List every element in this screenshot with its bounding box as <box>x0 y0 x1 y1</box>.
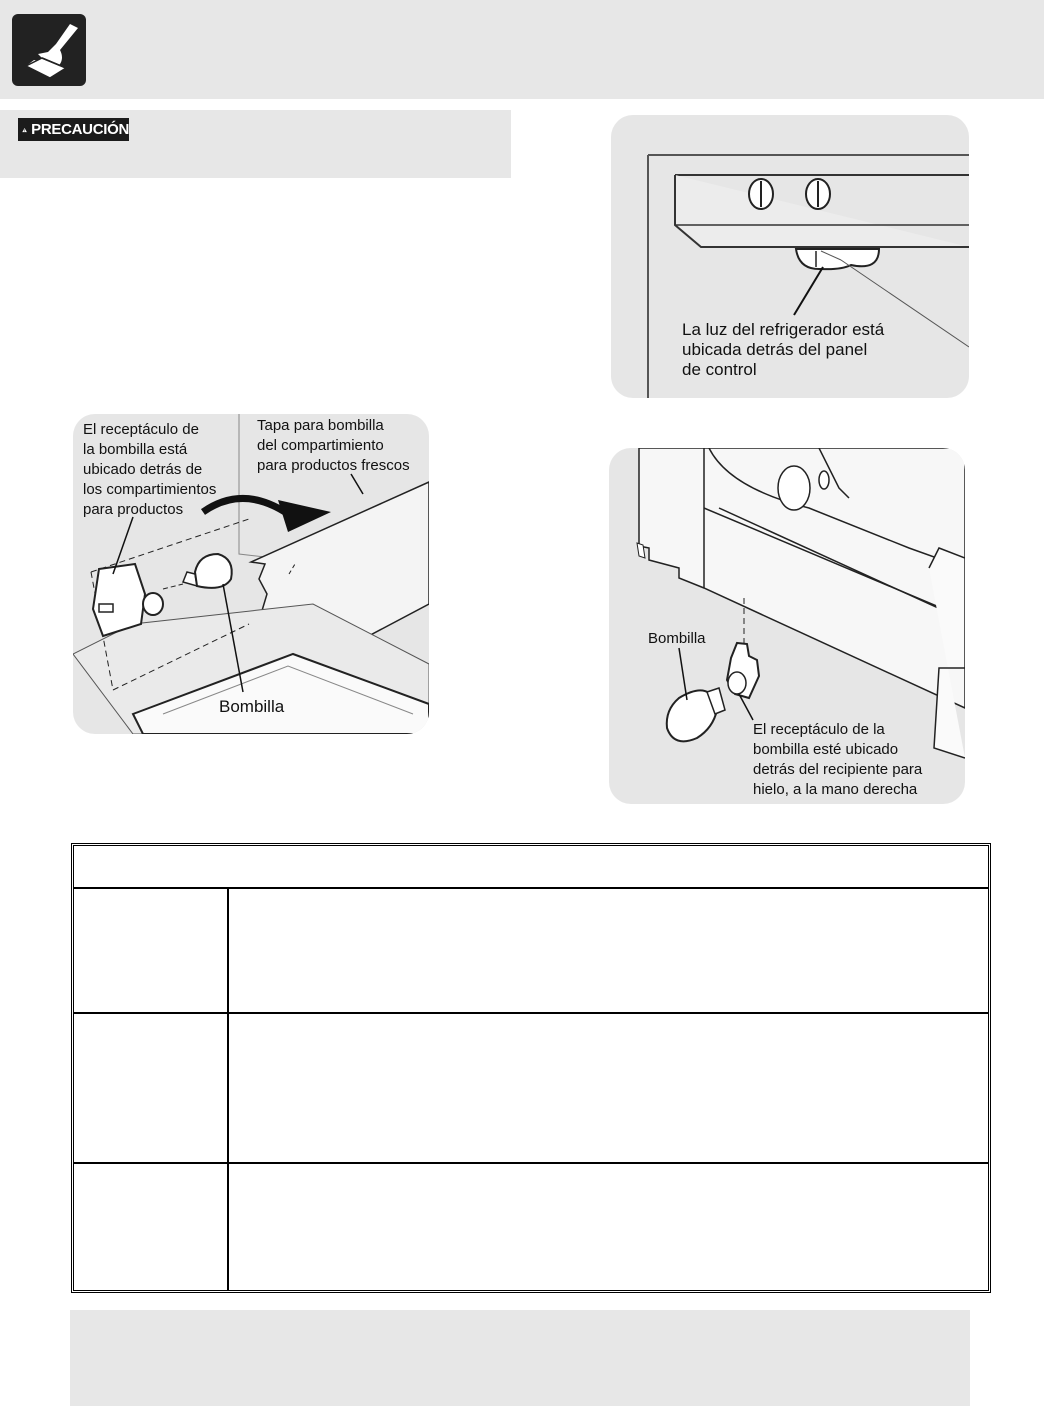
crisper-socket-label: El receptáculo de la bombilla está ubicado detrás de los compartimientos para productos <box>83 421 217 518</box>
figure-icebin-bulb <box>609 448 965 804</box>
hand-icon <box>12 14 86 86</box>
control-panel-light-label: La luz del refrigerador está ubicada detrás del panel de control <box>682 320 885 379</box>
icebin-socket-label: El receptáculo de la bombilla esté ubicado detrás del recipiente para hielo, a la mano derecha <box>753 721 923 798</box>
table-row <box>74 1162 988 1164</box>
table-row <box>74 1012 988 1014</box>
table-column-divider <box>227 889 229 1290</box>
caution-label: PRECAUCIÓN <box>31 121 129 138</box>
figure-control-panel-light <box>611 115 969 398</box>
footer-note-box <box>70 1310 970 1406</box>
info-table <box>71 843 991 1293</box>
crisper-bulb-label: Bombilla <box>219 697 285 716</box>
warning-icon <box>22 121 27 139</box>
page-header <box>0 0 1044 99</box>
figure-crisper-bulb <box>73 414 429 734</box>
table-row <box>74 887 988 889</box>
caution-badge <box>18 118 129 141</box>
icebin-bulb-label: Bombilla <box>648 630 706 647</box>
crisper-cover-label: Tapa para bombilla del compartimiento para productos frescos <box>257 417 410 474</box>
